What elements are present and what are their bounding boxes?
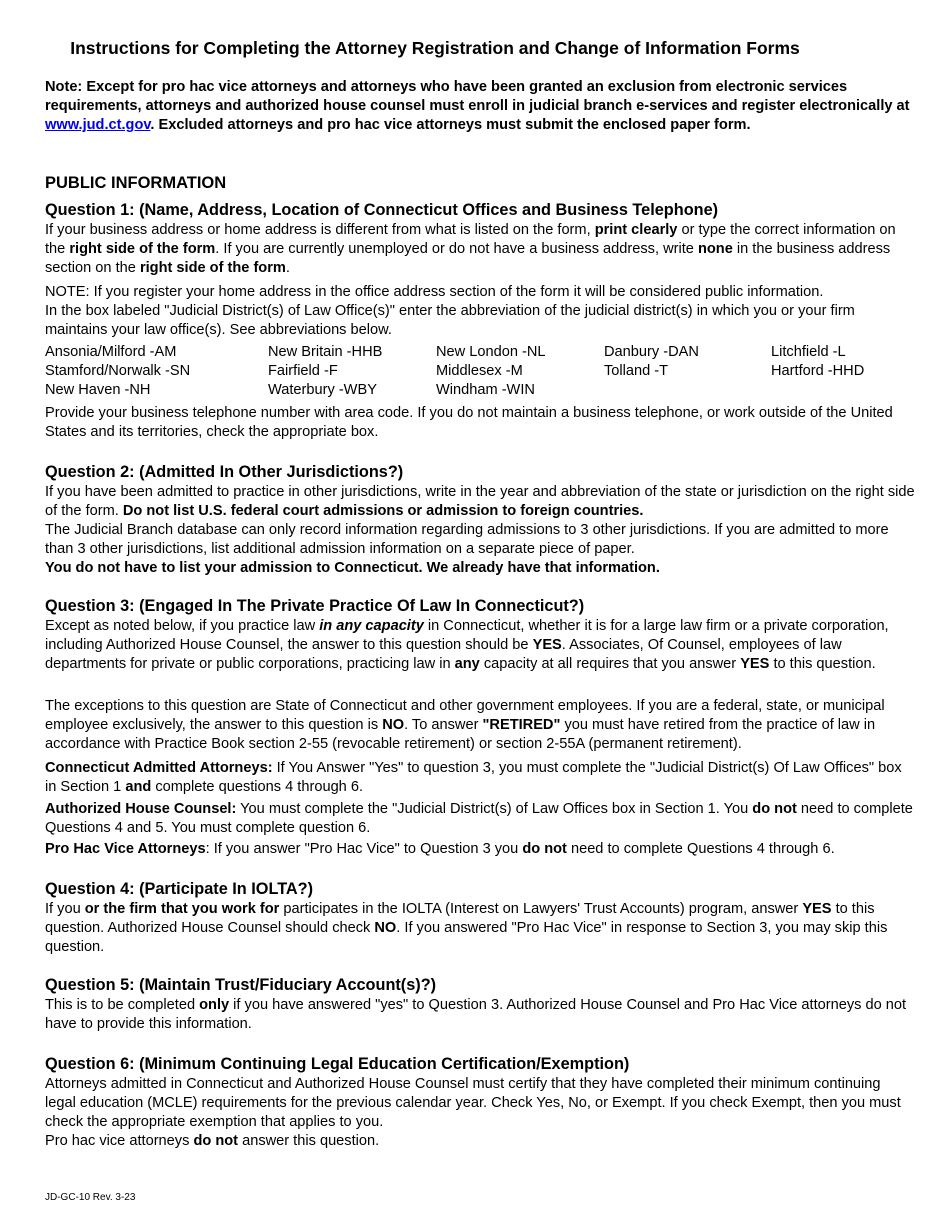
- q4-paragraph-1: If you or the firm that you work for participates in the IOLTA (Interest on Lawyers' Trust Accounts) program, answer YES to this question. Authorized House Counsel should check NO. If you answered "Pro Hac Vice" in response to Section 3, you may skip this question.: [45, 901, 888, 955]
- jud-ct-link[interactable]: www.jud.ct.gov: [45, 117, 151, 133]
- q1-paragraph-1: If your business address or home address is different from what is listed on the form, print clearly or type the correct information on the right side of the form. If you are currently unemployed or do not have a business address, write none in the business address section on the right side of the form.: [45, 222, 896, 276]
- note-text-end: . Excluded attorneys and pro hac vice attorneys must submit the enclosed paper form.: [150, 117, 751, 133]
- q5-heading: Question 5: (Maintain Trust/Fiduciary Account(s)?): [45, 976, 437, 994]
- q1-heading: Question 1: (Name, Address, Location of Connecticut Offices and Business Telephone): [45, 201, 719, 219]
- q3-heading: Question 3: (Engaged In The Private Practice Of Law In Connecticut?): [45, 597, 585, 615]
- q4-heading: Question 4: (Participate In IOLTA?): [45, 880, 314, 898]
- abbr-cell: New Britain -HHB: [268, 344, 383, 360]
- page-title: Instructions for Completing the Attorney Registration and Change of Information Forms: [70, 38, 800, 58]
- abbr-cell: Stamford/Norwalk -SN: [45, 363, 191, 379]
- q1-paragraph-2: NOTE: If you register your home address in the office address section of the form it will be considered public information. In the box labeled "Judicial District(s) of Law Office(s)" enter the abbreviation of the judicial district(s) in which you or your firm maintains your law office(s). See abbreviations below.: [45, 284, 855, 338]
- abbr-cell: New London -NL: [436, 344, 546, 360]
- abbr-cell: Danbury -DAN: [604, 344, 699, 360]
- abbr-cell: Middlesex -M: [436, 363, 523, 379]
- q6-paragraph-1: Attorneys admitted in Connecticut and Authorized House Counsel must certify that they have completed their minimum continuing legal education (MCLE) requirements for the previous calendar year. Check Yes, No, or Exempt. If you check Exempt, then you must check the appropriate exemption that applies to you. Pro hac vice attorneys do not answer this question.: [45, 1076, 901, 1149]
- q3-paragraph-2: The exceptions to this question are State of Connecticut and other government employees. If you are a federal, state, or municipal employee exclusively, the answer to this question is NO. To answer "RETIRED" you must have retired from the practice of law in accordance with Practice Book section 2-55 (revocable retirement) or section 2-55A (permanent retirement).: [45, 698, 885, 752]
- form-footer: JD-GC-10 Rev. 3-23: [45, 1192, 136, 1203]
- abbr-cell: New Haven -NH: [45, 382, 151, 398]
- abbr-cell: Ansonia/Milford -AM: [45, 344, 177, 360]
- q3-paragraph-1: Except as noted below, if you practice law in any capacity in Connecticut, whether it is for a large law firm or a private corporation, including Authorized House Counsel, the answer to this question should be YES. Associates, Of Counsel, employees of law departments for private or public corporations, practicing law in any capacity at all requires that you answer YES to this question.: [45, 618, 889, 672]
- note-paragraph: [45, 78, 915, 135]
- abbr-cell: Tolland -T: [604, 363, 669, 379]
- abbr-cell: Hartford -HHD: [771, 363, 865, 379]
- q6-heading: Question 6: (Minimum Continuing Legal Education Certification/Exemption): [45, 1055, 630, 1073]
- q2-paragraph-1: If you have been admitted to practice in other jurisdictions, write in the year and abbreviation of the state or jurisdiction on the right side of the form. Do not list U.S. federal court admissions or admission to foreign countries. The Judicial Branch database can only record information regarding admissions to 3 other jurisdictions. If you are admitted to more than 3 other jurisdictions, list additional admission information on a separate piece of paper. You do not have to list your admission to Connecticut. We already have that information.: [45, 484, 915, 576]
- q3-paragraph-4: Authorized House Counsel: You must complete the "Judicial District(s) of Law Offices box in Section 1. You do not need to complete Questions 4 and 5. You must complete question 6.: [45, 801, 913, 836]
- abbr-cell: Fairfield -F: [268, 363, 338, 379]
- abbr-cell: Windham -WIN: [436, 382, 535, 398]
- q3-paragraph-3: Connecticut Admitted Attorneys: If You Answer "Yes" to question 3, you must complete the "Judicial District(s) Of Law Offices" box in Section 1 and complete questions 4 through 6.: [45, 760, 902, 795]
- q2-heading: Question 2: (Admitted In Other Jurisdictions?): [45, 463, 404, 481]
- q5-paragraph-1: This is to be completed only if you have answered "yes" to Question 3. Authorized House Counsel and Pro Hac Vice attorneys do not have to provide this information.: [45, 997, 907, 1032]
- note-text: Note: Except for pro hac vice attorneys and attorneys who have been granted an exclusion from electronic services requirements, attorneys and authorized house counsel must enroll in judicial branch e-services and register electronically at: [45, 79, 910, 114]
- section-heading: PUBLIC INFORMATION: [45, 174, 227, 192]
- q3-paragraph-5: Pro Hac Vice Attorneys: If you answer "Pro Hac Vice" to Question 3 you do not need to complete Questions 4 through 6.: [45, 841, 835, 857]
- q1-paragraph-3: Provide your business telephone number with area code. If you do not maintain a business telephone, or work outside of the United States and its territories, check the appropriate box.: [45, 405, 893, 440]
- abbr-cell: Waterbury -WBY: [268, 382, 377, 398]
- abbr-cell: Litchfield -L: [771, 344, 846, 360]
